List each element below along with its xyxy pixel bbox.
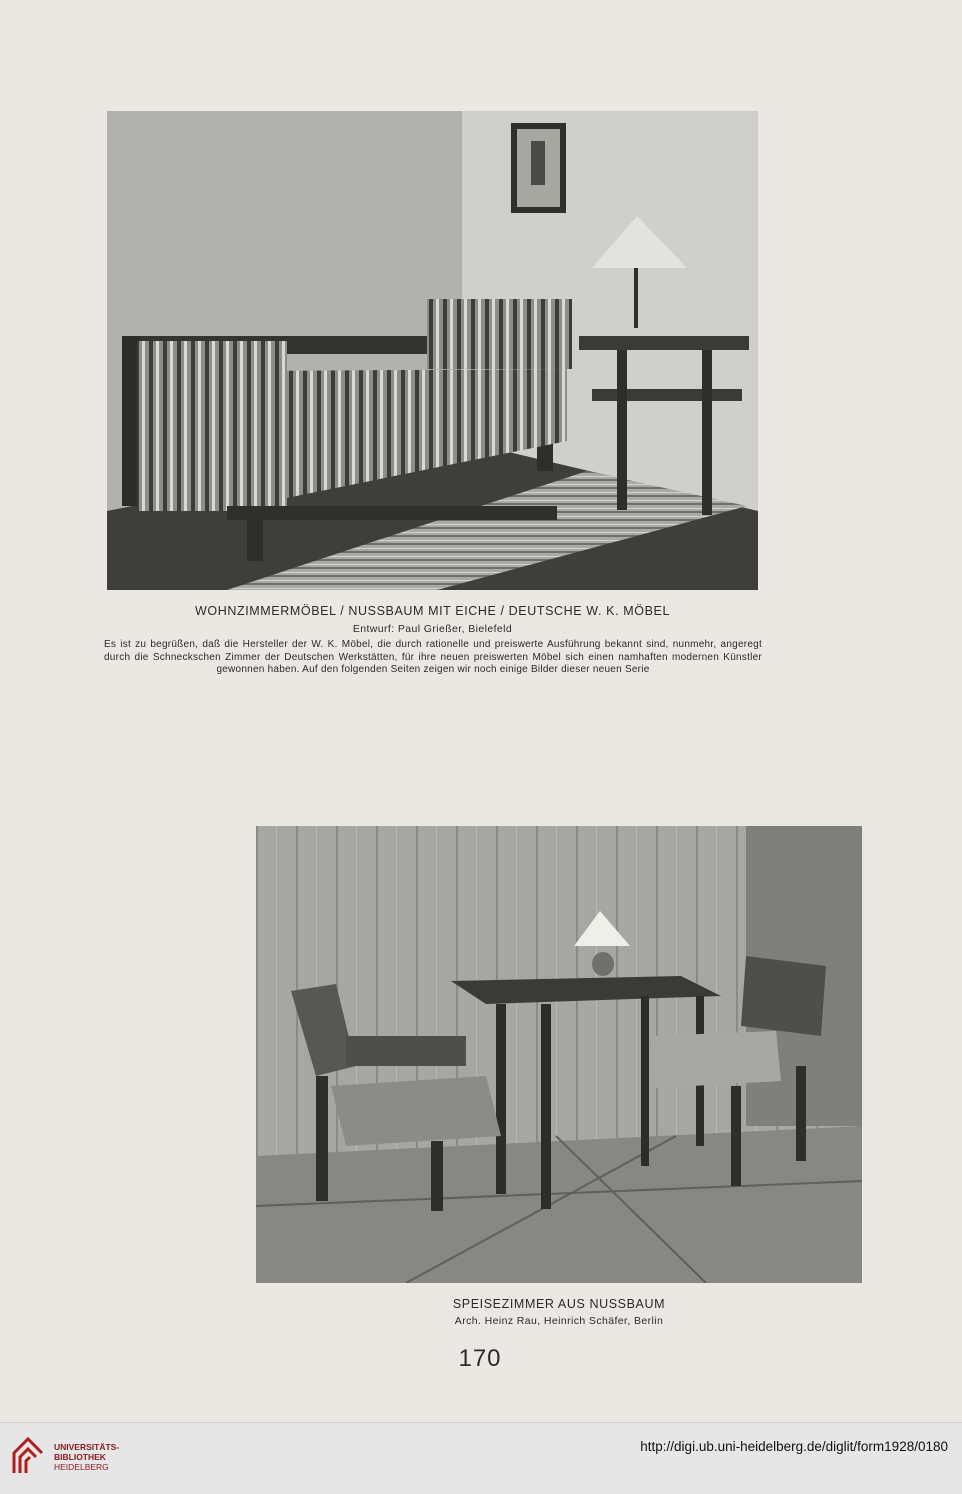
photo2-caption-title: SPEISEZIMMER AUS NUSSBAUM [452,1297,666,1311]
source-url-link[interactable]: http://digi.ub.uni-heidelberg.de/diglit/form1928/0180 [640,1439,948,1454]
photo1-description: Es ist zu begrüßen, daß die Hersteller der W. K. Möbel, die durch rationelle und preiswerte Ausführung bekannt sind, nunmehr, angeregt durch die Schneckschen Zimmer der Deutschen Werkstätten, für ihre neuen preiswerten Möbel sich einen namhaften modernen Künstler gewonnen haben. Auf den folgenden Seiten zeigen wir noch einige Bilder dieser neuen Serie [104,639,762,676]
dining-room-photo [256,826,862,1283]
institution-line-2: BIBLIOTHEK [54,1452,106,1462]
living-room-photo [107,111,758,590]
photo1-caption-title: WOHNZIMMERMÖBEL / NUSSBAUM MIT EICHE / DEUTSCHE W. K. MÖBEL [194,604,671,618]
institution-line-3: HEIDELBERG [54,1462,109,1472]
institution-name [54,1442,119,1472]
photo2-credit: Arch. Heinz Rau, Heinrich Schäfer, Berlin [454,1315,664,1327]
library-footer [0,1422,962,1494]
page-number: 170 [458,1345,502,1372]
institution-line-1: UNIVERSITÄTS- [54,1442,120,1452]
ub-heidelberg-logo-icon[interactable] [10,1433,46,1477]
photo1-credit: Entwurf: Paul Grießer, Bielefeld [352,623,513,635]
